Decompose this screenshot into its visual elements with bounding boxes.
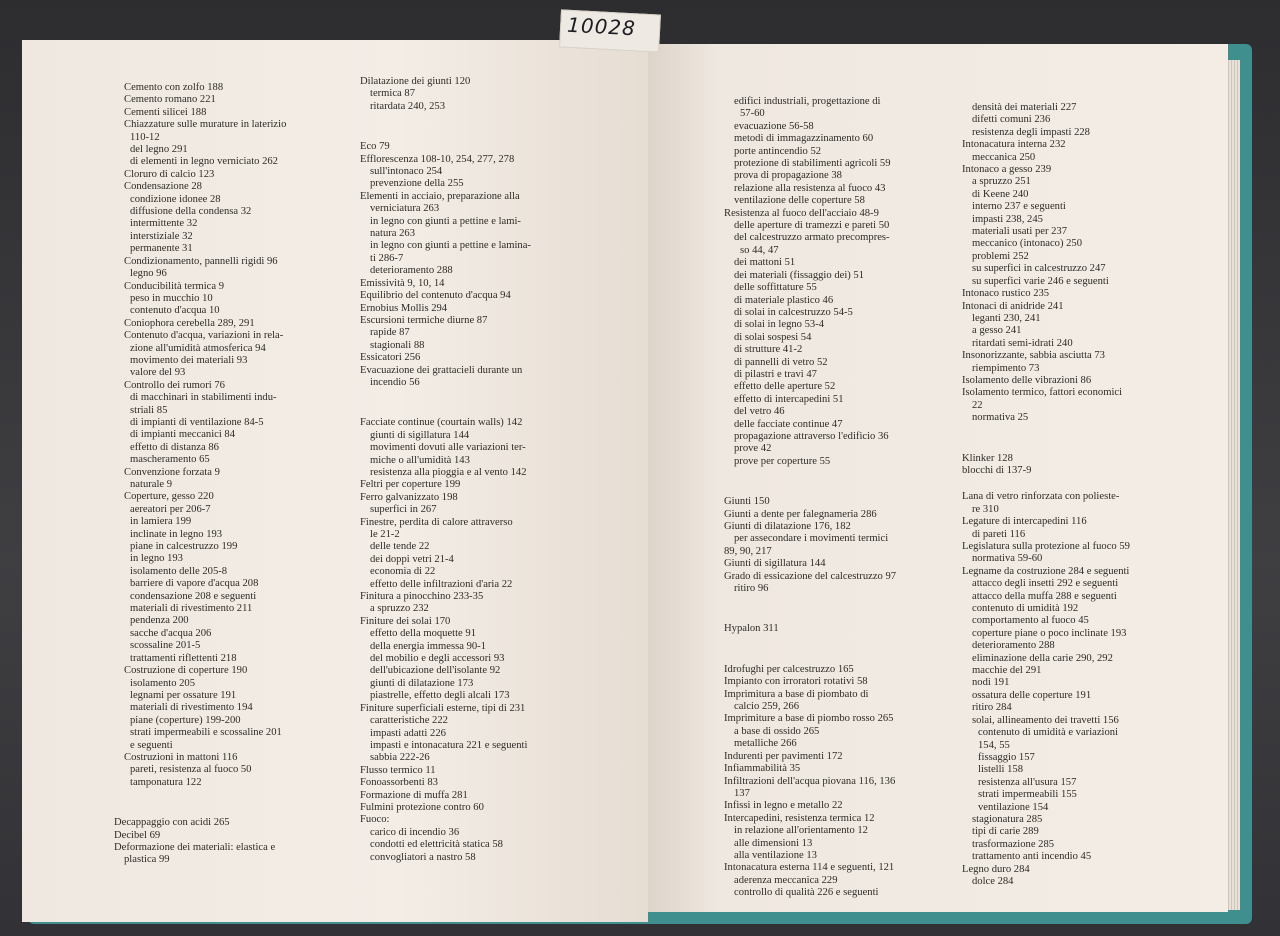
index-entry: a base di ossido 265 [734,725,820,737]
index-entry: Cloruro di calcio 123 [124,168,215,180]
index-entry: trasformazione 285 [972,838,1055,850]
index-spacer [724,595,960,623]
index-entry: Intonacatura interna 232 [962,139,1066,151]
index-entry: blocchi di 137-9 [962,464,1032,476]
index-entry: di solai in legno 53-4 [734,319,825,331]
index-entry: trattamento anti incendio 45 [972,851,1092,863]
index-entry: densità dei materiali 227 [972,102,1077,113]
index-entry: alle dimensioni 13 [734,837,813,849]
index-entry: prove per coperture 55 [734,455,831,467]
index-entry: legno 96 [130,268,167,280]
index-entry: Intonaco rustico 235 [962,288,1050,300]
index-entry: effetto delle aperture 52 [734,381,836,393]
index-entry: intermittente 32 [130,218,198,230]
index-entry: Eco 79 [360,141,390,153]
index-entry: impasti e intonacatura 221 e seguenti [370,739,528,751]
index-entry: relazione alla resistenza al fuoco 43 [734,182,886,194]
index-entry: del mobilio e degli accessori 93 [370,653,505,665]
index-entry: della energia immessa 90-1 [370,640,487,652]
index-entry: stagionatura 285 [972,813,1043,825]
index-entry: peso in mucchio 10 [130,292,213,304]
index-entry: Impianto con irroratori rotativi 58 [724,676,868,688]
index-entry: giunti di dilatazione 173 [370,677,474,689]
index-entry: del legno 291 [130,144,188,156]
index-entry: Imprimiture a base di piombo rosso 265 [724,713,894,725]
index-entry: Legislatura sulla protezione al fuoco 59 [962,541,1130,552]
index-entry: verniciatura 263 [370,203,440,215]
index-entry: meccanica 250 [972,151,1036,163]
sticker-number: 10028 [566,12,637,41]
index-entry: di impianti meccanici 84 [130,429,236,441]
index-entry: Cementi silicei 188 [124,106,207,118]
index-entry: di strutture 41-2 [734,344,803,356]
index-spacer [114,789,344,817]
index-entry: prove 42 [734,443,772,455]
index-entry: del calcestruzzo armato precompres- [734,232,890,244]
index-entry: Deformazione dei materiali: elastica e [114,841,276,853]
index-entry: porte antincendio 52 [734,145,822,157]
index-entry: Decibel 69 [114,829,161,841]
index-entry: miche o all'umidità 143 [370,454,470,466]
index-entry: Giunti di sigillatura 144 [724,558,826,570]
index-entry: effetto della moquette 91 [370,628,476,640]
index-entry: Efflorescenza 108-10, 254, 277, 278 [360,153,515,165]
index-entry: mascheramento 65 [130,454,210,466]
index-entry: resistenza degli impasti 228 [972,126,1090,138]
index-entry: deterioramento 288 [370,265,453,277]
index-entry: in relazione all'orientamento 12 [734,825,868,837]
index-entry: dei doppi vetri 21-4 [370,553,454,565]
index-entry: caratteristiche 222 [370,715,448,727]
index-entry: sull'intonaco 254 [370,166,443,178]
index-entry: controllo di qualità 226 e seguenti [734,887,879,899]
index-entry: normativa 59-60 [972,553,1043,565]
index-entry: delle tende 22 [370,541,430,553]
index-entry: so 44, 47 [740,244,779,256]
index-entry: prevenzione della 255 [370,178,464,190]
index-entry: a spruzzo 251 [972,176,1031,188]
index-entry: Evacuazione dei grattacieli durante un [360,364,523,376]
index-entry: riempimento 73 [972,362,1040,374]
index-entry: materiali di rivestimento 194 [130,702,253,714]
index-entry: condensazione 208 e seguenti [130,590,257,602]
index-entry: pendenza 200 [130,615,189,627]
index-entry: ti 286-7 [370,252,404,264]
index-entry: strati impermeabili e scossaline 201 [130,727,282,739]
index-entry: alla ventilazione 13 [734,849,817,861]
index-entry: di impianti di ventilazione 84-5 [130,416,264,428]
index-entry: Intonaci di anidride 241 [962,300,1064,312]
index-entry: Giunti 150 [724,496,770,508]
index-entry: Costruzioni in mattoni 116 [124,751,238,763]
index-entry: zione all'umidità atmosferica 94 [130,342,266,354]
index-entry: Infiltrazioni dell'acqua piovana 116, 136 [724,775,896,787]
index-entry: Giunti a dente per falegnameria 286 [724,508,877,520]
index-spacer [360,389,590,417]
index-entry: tipi di carie 289 [972,826,1039,838]
index-entry: giunti di sigillatura 144 [370,429,470,441]
index-entry: fissaggio 157 [978,751,1035,763]
index-entry: Cemento romano 221 [124,94,216,106]
index-entry: meccanico (intonaco) 250 [972,238,1083,250]
index-entry: delle aperture di tramezzi e pareti 50 [734,220,890,232]
index-entry: contenuto d'acqua 10 [130,305,220,317]
index-entry: strati impermeabili 155 [978,789,1077,801]
index-entry: su superfici in calcestruzzo 247 [972,263,1106,275]
index-entry: di elementi in legno verniciato 262 [130,156,278,168]
index-entry: Idrofughi per calcestruzzo 165 [724,663,854,675]
index-entry: condotti ed elettricità statica 58 [370,839,503,851]
index-entry: convogliatori a nastro 58 [370,851,476,863]
index-entry: Controllo dei rumori 76 [124,379,225,391]
index-entry: Formazione di muffa 281 [360,789,468,801]
index-entry: di materiale plastico 46 [734,294,834,306]
index-entry: striali 85 [130,404,168,416]
index-entry: interstiziale 32 [130,230,193,242]
index-entry: Isolamento termico, fattori economici [962,387,1123,399]
index-entry: deterioramento 288 [972,640,1055,652]
index-entry: termica 87 [370,88,416,100]
index-entry: aereatori per 206-7 [130,503,211,515]
index-entry: rapide 87 [370,327,410,339]
index-entry: metalliche 266 [734,738,797,750]
index-entry: ossatura delle coperture 191 [972,689,1092,701]
index-entry: a spruzzo 232 [370,603,429,615]
inventory-sticker [559,9,661,52]
index-entry: aderenza meccanica 229 [734,874,838,886]
index-entry: effetto di distanza 86 [130,441,219,453]
index-entry: barriere di vapore d'acqua 208 [130,578,259,590]
index-entry: Conducibilità termica 9 [124,280,225,292]
index-entry: Isolamento delle vibrazioni 86 [962,374,1092,386]
index-entry: natura 263 [370,228,416,240]
index-entry: Intonaco a gesso 239 [962,164,1052,176]
index-entry: Klinker 128 [962,452,1013,464]
index-entry: edifici industriali, progettazione di [734,96,881,107]
index-entry: contenuto di umidità 192 [972,603,1079,615]
index-entry: di solai sospesi 54 [734,331,812,343]
index-entry: comportamento al fuoco 45 [972,615,1089,627]
index-entry: materiali usati per 237 [972,226,1068,238]
index-entry: ritiro 284 [972,702,1012,714]
index-entry: problemi 252 [972,250,1029,262]
index-entry: Condensazione 28 [124,181,202,193]
index-entry: piastrelle, effetto degli alcali 173 [370,690,510,702]
index-entry: Facciate continue (courtain walls) 142 [360,417,523,429]
index-entry: Legno duro 284 [962,863,1030,875]
index-entry: evacuazione 56-58 [734,120,814,132]
index-entry: piane in calcestruzzo 199 [130,541,238,553]
index-entry: 137 [734,787,750,799]
index-entry: tamponatura 122 [130,776,202,788]
index-entry: inclinate in legno 193 [130,528,223,540]
index-entry: 89, 90, 217 [724,545,772,557]
index-entry: plastica 99 [124,854,170,866]
index-entry: valore del 93 [130,367,186,379]
index-entry: calcio 259, 266 [734,701,800,713]
index-entry: scossaline 201-5 [130,640,201,652]
index-entry: e seguenti [130,739,173,751]
index-entry: Finestre, perdita di calore attraverso [360,516,513,528]
index-entry: ritardati semi-idrati 240 [972,337,1073,349]
index-entry: Escursioni termiche diurne 87 [360,314,488,326]
index-spacer [724,468,960,496]
index-entry: Hypalon 311 [724,623,779,635]
index-entry: in lamiera 199 [130,516,192,528]
index-entry: ventilazione delle coperture 58 [734,195,865,207]
index-entry: leganti 230, 241 [972,312,1041,324]
index-entry: Lana di vetro rinforzata con polieste- [962,491,1120,503]
index-entry: Intercapedini, resistenza termica 12 [724,812,875,824]
index-entry: delle soffittature 55 [734,282,817,294]
index-entry: resistenza alla pioggia e al vento 142 [370,466,527,478]
index-entry: resistenza all'usura 157 [978,776,1077,788]
index-entry: Indurenti per pavimenti 172 [724,750,843,762]
index-entry: per assecondare i movimenti termici [734,533,889,545]
index-entry: Fuoco: [360,814,390,826]
index-entry: 154, 55 [978,739,1010,751]
index-entry: Coperture, gesso 220 [124,491,214,503]
index-entry: ventilazione 154 [978,801,1049,813]
index-entry: pareti, resistenza al fuoco 50 [130,764,252,776]
index-entry: Chiazzature sulle murature in laterizio [124,119,287,131]
index-column-2 [360,76,590,864]
index-entry: di pannelli di vetro 52 [734,356,828,368]
index-entry: Giunti di dilatazione 176, 182 [724,521,851,532]
index-entry: Cemento con zolfo 188 [124,82,224,93]
index-entry: delle facciate continue 47 [734,418,843,430]
index-entry: piane (coperture) 199-200 [130,714,241,726]
index-entry: carico di incendio 36 [370,826,460,838]
index-entry: attacco della muffa 288 e seguenti [972,590,1117,602]
index-entry: Dilatazione dei giunti 120 [360,76,471,87]
index-entry: Decappaggio con acidi 265 [114,817,230,829]
index-entry: Coniophora cerebella 289, 291 [124,317,255,329]
index-entry: superfici in 267 [370,504,437,516]
index-entry: Grado di essicazione del calcestruzzo 97 [724,570,897,582]
index-entry: Intonacatura esterna 114 e seguenti, 121 [724,862,895,874]
index-entry: nodi 191 [972,677,1010,689]
index-entry: sacche d'acqua 206 [130,627,212,639]
index-entry: permanente 31 [130,243,193,255]
index-entry: materiali di rivestimento 211 [130,603,253,615]
index-entry: Infissi in legno e metallo 22 [724,800,843,812]
index-entry: solai, allineamento dei travetti 156 [972,714,1119,726]
index-entry: Resistenza al fuoco dell'acciaio 48-9 [724,207,879,219]
page-edges [1226,60,1240,910]
index-entry: Finiture dei solai 170 [360,615,451,627]
index-entry: impasti adatti 226 [370,727,446,739]
index-entry: effetto di intercapedini 51 [734,393,844,405]
index-column-4 [962,102,1172,888]
index-entry: listelli 158 [978,764,1024,776]
index-entry: Imprimitura a base di piombato di [724,688,869,700]
index-entry: effetto delle infiltrazioni d'aria 22 [370,578,513,590]
index-entry: Convenzione forzata 9 [124,466,220,478]
index-entry: coperture piane o poco inclinate 193 [972,627,1127,639]
index-entry: re 310 [972,503,999,515]
index-entry: impasti 238, 245 [972,213,1043,225]
index-entry: economia di 22 [370,566,436,578]
index-entry: Legname da costruzione 284 e seguenti [962,565,1130,577]
index-entry: Infiammabilità 35 [724,763,801,775]
index-entry: 110-12 [130,131,160,143]
index-spacer [724,636,960,664]
index-column-3 [724,96,960,900]
index-entry: del vetro 46 [734,406,785,418]
index-entry: Essicatori 256 [360,352,421,364]
index-entry: dei materiali (fissaggio dei) 51 [734,269,865,281]
index-entry: isolamento 205 [130,677,196,689]
index-entry: stagionali 88 [370,339,425,351]
index-entry: Finiture superficiali esterne, tipi di 231 [360,702,526,714]
index-entry: macchie del 291 [972,665,1042,677]
index-entry: Emissività 9, 10, 14 [360,277,445,289]
index-entry: in legno con giunti a pettine e lamina- [370,240,531,252]
index-entry: prova di propagazione 38 [734,170,842,182]
index-entry: di pilastri e travi 47 [734,368,817,380]
index-entry: interno 237 e seguenti [972,201,1066,213]
index-entry: dolce 284 [972,875,1014,887]
index-spacer [962,477,1172,491]
index-entry: movimenti dovuti alle variazioni ter- [370,442,526,454]
index-entry: Elementi in acciaio, preparazione alla [360,190,520,202]
index-entry: Ernobius Mollis 294 [360,302,448,314]
index-entry: Equilibrio del contenuto d'acqua 94 [360,290,511,302]
index-entry: ritiro 96 [734,583,769,595]
index-entry: Contenuto d'acqua, variazioni in rela- [124,330,284,342]
index-entry: in legno con giunti a pettine e lami- [370,215,521,227]
index-entry: le 21-2 [370,529,400,540]
index-entry: Insonorizzante, sabbia asciutta 73 [962,350,1105,362]
index-entry: dell'ubicazione dell'isolante 92 [370,665,501,677]
index-entry: Legature di intercapedini 116 [962,516,1087,528]
index-entry: incendio 56 [370,376,420,388]
index-entry: Fonoassorbenti 83 [360,777,438,789]
index-entry: normativa 25 [972,412,1029,424]
index-entry: propagazione attraverso l'edificio 36 [734,430,889,442]
index-entry: protezione di stabilimenti agricoli 59 [734,158,891,170]
index-entry: di Keene 240 [972,188,1029,200]
index-entry: difetti comuni 236 [972,114,1051,126]
index-entry: trattamenti riflettenti 218 [130,652,237,664]
index-entry: isolamento delle 205-8 [130,565,228,577]
index-entry: ritardata 240, 253 [370,100,446,112]
index-entry: Costruzione di coperture 190 [124,665,248,677]
index-entry: a gesso 241 [972,325,1022,337]
index-entry: naturale 9 [130,479,173,490]
index-spacer [360,113,590,141]
index-entry: Fulmini protezione contro 60 [360,801,484,813]
index-entry: metodi di immagazzinamento 60 [734,133,874,145]
index-entry: Finitura a pinocchino 233-35 [360,591,484,603]
index-entry: di macchinari in stabilimenti indu- [130,392,277,404]
index-entry: 22 [972,399,983,411]
index-column-1 [114,82,344,867]
index-entry: diffusione della condensa 32 [130,206,252,218]
index-entry: Flusso termico 11 [360,764,436,776]
index-entry: dei mattoni 51 [734,257,796,269]
index-entry: di pareti 116 [972,528,1026,540]
index-entry: sabbia 222-26 [370,752,430,764]
index-entry: 57-60 [740,108,765,120]
index-entry: movimento dei materiali 93 [130,354,248,366]
index-entry: in legno 193 [130,553,183,565]
index-entry: Feltri per coperture 199 [360,479,461,491]
index-entry: legnami per ossature 191 [130,689,237,701]
index-entry: Condizionamento, pannelli rigidi 96 [124,255,278,267]
index-entry: contenuto di umidità e variazioni [978,727,1119,739]
index-entry: Ferro galvanizzato 198 [360,491,458,503]
index-entry: condizione idonee 28 [130,193,221,205]
index-spacer [962,425,1172,453]
index-entry: di solai in calcestruzzo 54-5 [734,306,853,318]
index-entry: su superfici varie 246 e seguenti [972,275,1109,287]
index-entry: attacco degli insetti 292 e seguenti [972,578,1119,590]
index-entry: eliminazione della carie 290, 292 [972,652,1113,664]
